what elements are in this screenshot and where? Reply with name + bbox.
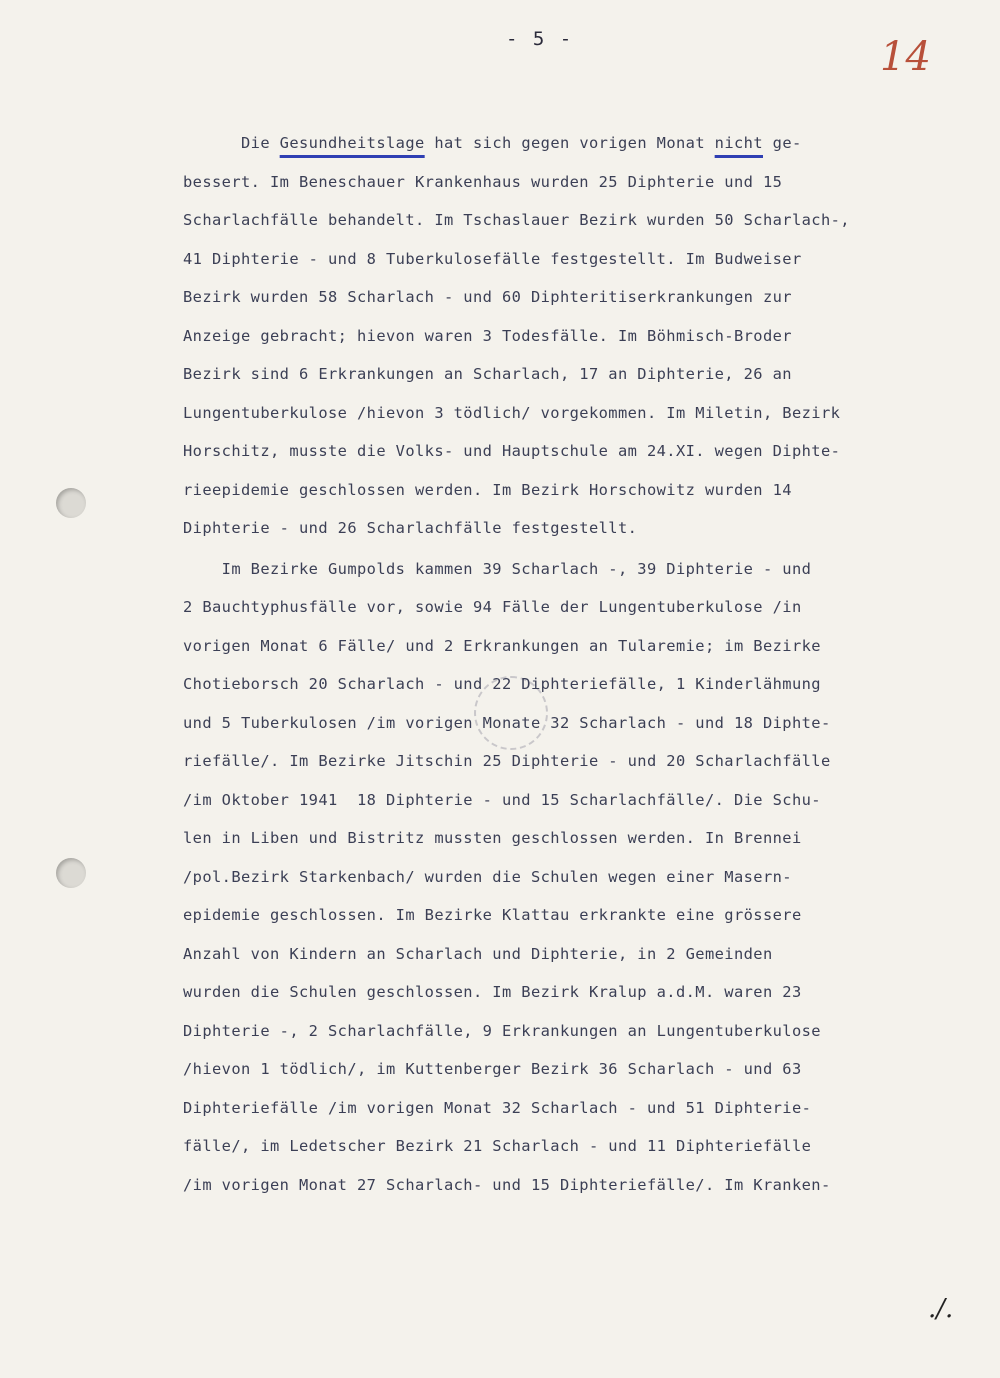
text-line: rieepidemie geschlossen werden. Im Bezirk Horschowitz wurden 14: [183, 480, 792, 499]
text-line: Chotieborsch 20 Scharlach - und 22 Diphteriefälle, 1 Kinderlähmung: [183, 675, 821, 693]
text-line: riefälle/. Im Bezirke Jitschin 25 Diphterie - und 20 Scharlachfälle: [183, 752, 831, 770]
underlined-word: Gesundheitslage: [279, 134, 425, 152]
text-line: /pol.Bezirk Starkenbach/ wurden die Schulen wegen einer Masern-: [183, 867, 792, 886]
text-line: len in Liben und Bistritz mussten geschlossen werden. In Brennei: [183, 829, 802, 847]
text-line: Bezirk sind 6 Erkrankungen an Scharlach, 17 an Diphterie, 26 an: [183, 365, 792, 383]
typed-text-body: [183, 124, 973, 1204]
text-line: bessert. Im Beneschauer Krankenhaus wurden 25 Diphterie und 15: [183, 172, 783, 191]
text-line: Bezirk wurden 58 Scharlach - und 60 Diphteritiserkrankungen zur: [183, 288, 792, 306]
text-line: Die Gesundheitslage hat sich gegen vorigen Monat nicht ge-: [241, 134, 802, 152]
handwritten-folio-number: 14: [880, 34, 931, 80]
text-line: 2 Bauchtyphusfälle vor, sowie 94 Fälle der Lungentuberkulose /in: [183, 598, 802, 616]
punch-hole-bottom: [56, 858, 86, 888]
text-line: epidemie geschlossen. Im Bezirke Klattau erkrankte eine grössere: [183, 906, 802, 924]
text-line: Anzeige gebracht; hievon waren 3 Todesfälle. Im Böhmisch-Broder: [183, 326, 792, 345]
text-line: /im vorigen Monat 27 Scharlach- und 15 Diphteriefälle/. Im Kranken-: [183, 1175, 831, 1194]
text-line: Scharlachfälle behandelt. Im Tschaslauer Bezirk wurden 50 Scharlach-,: [183, 211, 850, 229]
text-line: und 5 Tuberkulosen /im vorigen Monate 32 Scharlach - und 18 Diphte-: [183, 713, 831, 732]
paragraph-1: [183, 124, 973, 548]
text-line: Im Bezirke Gumpolds kammen 39 Scharlach -, 39 Diphterie - und: [183, 559, 812, 578]
text-line: Horschitz, musste die Volks- und Hauptschule am 24.XI. wegen Diphte-: [183, 442, 841, 460]
paragraph-2: [183, 550, 973, 1205]
text-line: /im Oktober 1941 18 Diphterie - und 15 Scharlachfälle/. Die Schu-: [183, 790, 821, 809]
continuation-mark: ./.: [928, 1294, 954, 1324]
text-line: Lungentuberkulose /hievon 3 tödlich/ vorgekommen. Im Miletin, Bezirk: [183, 403, 841, 422]
text-line: wurden die Schulen geschlossen. Im Bezirk Kralup a.d.M. waren 23: [183, 983, 802, 1001]
text-line: vorigen Monat 6 Fälle/ und 2 Erkrankungen an Tularemie; im Bezirke: [183, 636, 821, 655]
underlined-word: nicht: [714, 134, 763, 152]
text-line: /hievon 1 tödlich/, im Kuttenberger Bezirk 36 Scharlach - und 63: [183, 1060, 802, 1078]
text-line: Anzahl von Kindern an Scharlach und Diphterie, in 2 Gemeinden: [183, 944, 773, 963]
text-line: Diphteriefälle /im vorigen Monat 32 Scharlach - und 51 Diphterie-: [183, 1098, 812, 1117]
punch-hole-top: [56, 488, 86, 518]
text-line: 41 Diphterie - und 8 Tuberkulosefälle festgestellt. Im Budweiser: [183, 249, 802, 268]
text-line: fälle/, im Ledetscher Bezirk 21 Scharlach - und 11 Diphteriefälle: [183, 1137, 812, 1155]
page-number: - 5 -: [506, 28, 574, 50]
text-line: Diphterie -, 2 Scharlachfälle, 9 Erkrankungen an Lungentuberkulose: [183, 1021, 821, 1040]
text-line: Diphterie - und 26 Scharlachfälle festgestellt.: [183, 519, 638, 537]
